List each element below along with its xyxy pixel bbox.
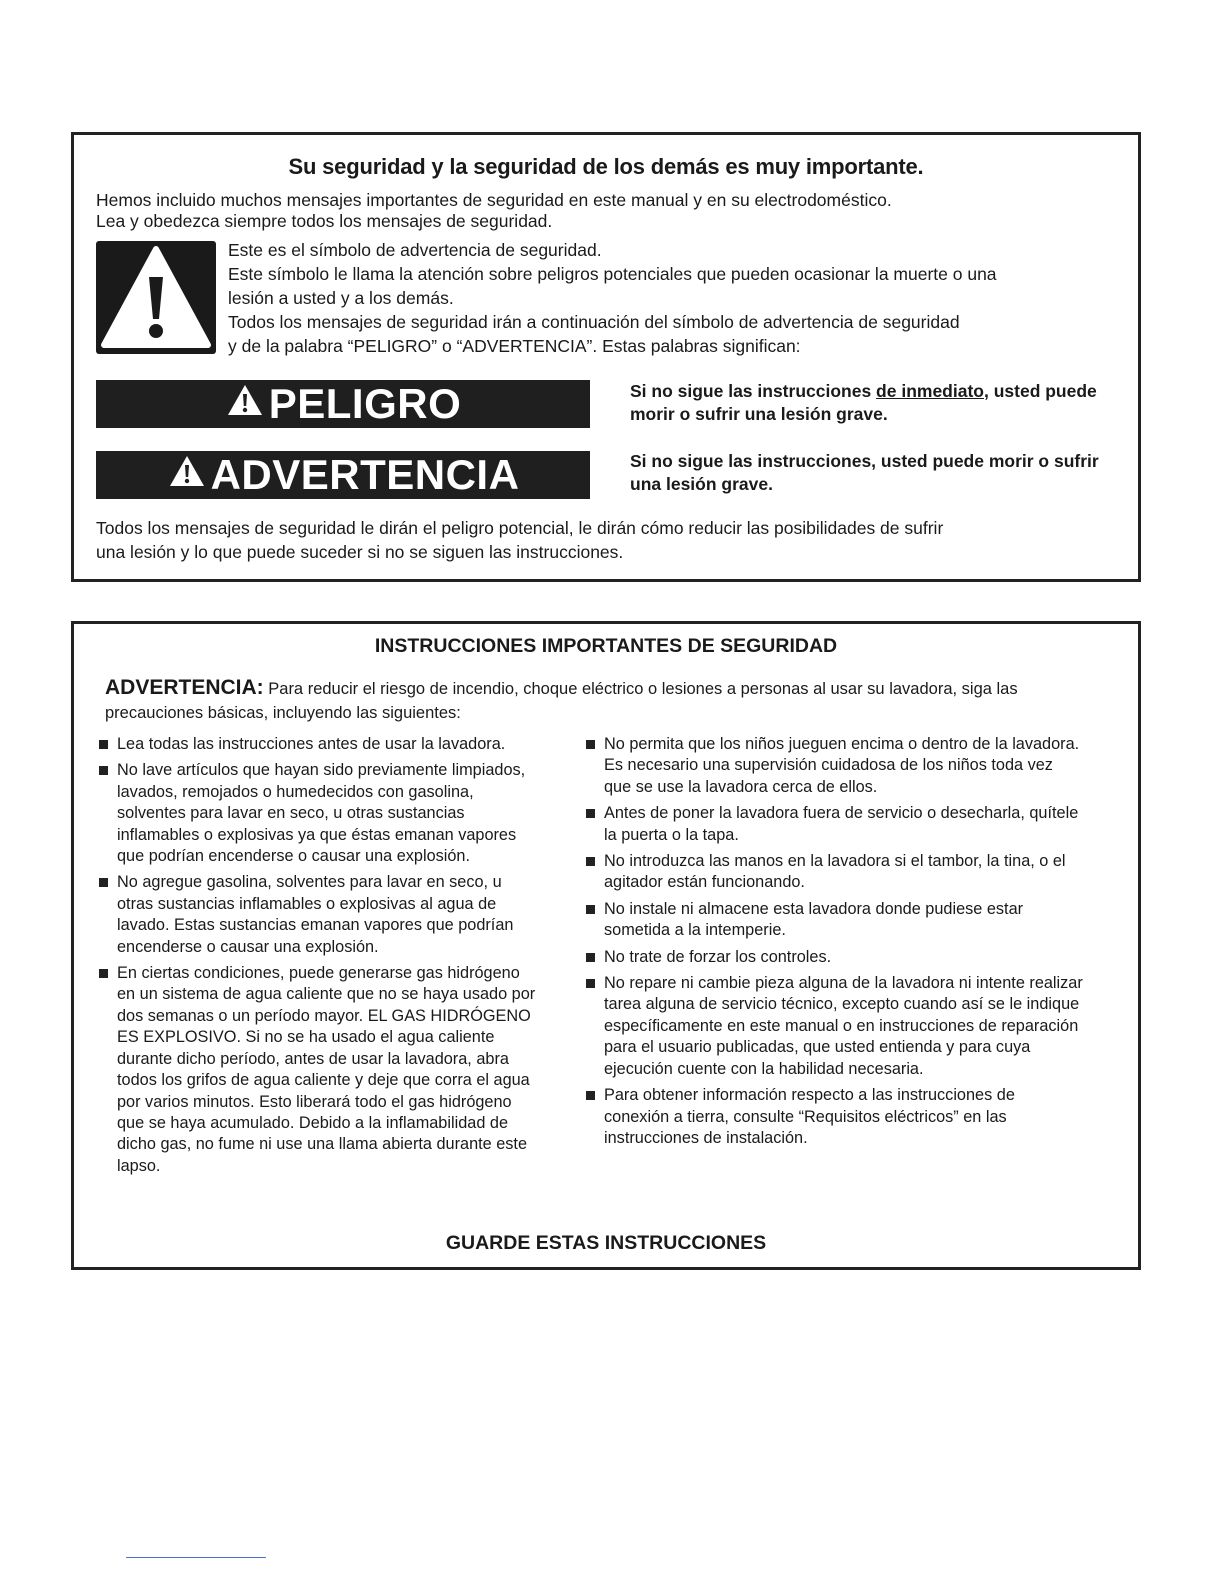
save-instructions-footer: GUARDE ESTAS INSTRUCCIONES (445, 1232, 767, 1254)
warning-message: Si no sigue las instrucciones, usted puede morir o sufrir una lesión grave. (630, 451, 1099, 494)
square-bullet-icon (586, 1091, 595, 1100)
square-bullet-icon (586, 905, 595, 914)
symbol-line: y de la palabra “PELIGRO” o “ADVERTENCIA”. Estas palabras significan: (228, 336, 801, 356)
list-item (583, 1085, 1083, 1149)
item-text: Lea todas las instrucciones antes de usar la lavadora. (117, 735, 506, 753)
list-item (583, 947, 1083, 968)
symbol-line: Todos los mensajes de seguridad irán a continuación del símbolo de advertencia de seguridad (228, 312, 960, 332)
list-item (583, 803, 1083, 846)
item-text: Para obtener información respecto a las instrucciones de conexión a tierra, consulte “Requisitos eléctricos” en las instrucciones de instalación. (604, 1086, 1015, 1147)
list-item (583, 851, 1083, 894)
list-item (96, 734, 536, 755)
symbol-line: Este es el símbolo de advertencia de seguridad. (228, 240, 602, 260)
list-item (583, 734, 1083, 798)
symbol-line: Este símbolo le llama la atención sobre peligros potenciales que pueden ocasionar la muerte o una (228, 264, 997, 284)
safety-alert-symbol-icon (96, 241, 216, 354)
list-item (583, 899, 1083, 942)
list-item (96, 760, 536, 867)
warning-triangle-icon (167, 451, 207, 499)
warning-text-line1: Para reducir el riesgo de incendio, choque eléctrico o lesiones a personas al usar su lavadora, siga las (263, 680, 1018, 698)
closing-line: Todos los mensajes de seguridad le dirán el peligro potencial, le dirán cómo reducir las posibilidades de sufrir (96, 518, 944, 538)
square-bullet-icon (99, 766, 108, 775)
item-text: No instale ni almacene esta lavadora donde pudiese estar sometida a la intemperie. (604, 899, 1024, 940)
danger-signal-bar (96, 380, 590, 428)
safety-closing (96, 516, 1096, 564)
square-bullet-icon (99, 878, 108, 887)
closing-line: una lesión y lo que puede suceder si no se siguen las instrucciones. (96, 542, 624, 562)
square-bullet-icon (99, 740, 108, 749)
footer-divider (126, 1557, 266, 1558)
intro-line: Lea y obedezca siempre todos los mensajes de seguridad. (96, 211, 553, 231)
square-bullet-icon (586, 979, 595, 988)
safety-intro (96, 190, 892, 232)
warning-heading: ADVERTENCIA: (105, 676, 264, 699)
warning-label: ADVERTENCIA (210, 451, 520, 498)
item-text: No trate de forzar los controles. (604, 947, 832, 966)
item-text: No agregue gasolina, solventes para lavar en seco, u otras sustancias inflamables o explosivas al agua de lavado. Estas sustancias emanan vapores que podrían encenderse o causar una explosión. (117, 873, 514, 956)
list-item (96, 872, 536, 958)
intro-line: Hemos incluido muchos mensajes importantes de seguridad en este manual y en su electrodoméstico. (96, 190, 892, 210)
square-bullet-icon (586, 857, 595, 866)
list-item (96, 963, 536, 1177)
item-text: No permita que los niños jueguen encima o dentro de la lavadora. Es necesario una supervisión cuidadosa de los niños toda vez que se use la lavadora cerca de ellos. (604, 735, 1080, 796)
square-bullet-icon (99, 969, 108, 978)
instructions-warning (105, 676, 1115, 725)
item-text: En ciertas condiciones, puede generarse gas hidrógeno en un sistema de agua caliente que no se haya usado por dos semanas o un período mayor. EL GAS HIDRÓGENO ES EXPLOSIVO. Si no se ha usado el agua caliente durante dicho período, antes de usar la lavadora, abra todos los grifos de agua caliente y deje que corra el agua por varios minutos. Esto liberará todo el gas hidrógeno que se haya acumulado. Debido a la inflamabilidad de dicho gas, no fume ni use una llama abierta durante este lapso. (117, 964, 536, 1175)
danger-message (630, 380, 1110, 426)
safety-importance-box (71, 132, 1141, 582)
danger-msg-post: , usted puede morir o sufrir una lesión grave. (630, 381, 1097, 424)
danger-msg-underlined: de inmediato (876, 381, 984, 401)
warning-triangle-icon (225, 380, 265, 428)
square-bullet-icon (586, 740, 595, 749)
instructions-left-column (96, 734, 536, 1182)
square-bullet-icon (586, 809, 595, 818)
list-item (583, 973, 1083, 1080)
danger-msg-pre: Si no sigue las instrucciones (630, 381, 877, 401)
item-text: No introduzca las manos en la lavadora si el tambor, la tina, o el agitador están funcionando. (604, 852, 1066, 892)
important-instructions-box (71, 621, 1141, 1270)
warning-signal-bar (96, 451, 590, 499)
square-bullet-icon (586, 953, 595, 962)
safety-title: Su seguridad y la seguridad de los demás es muy importante. (288, 154, 924, 179)
symbol-line: lesión a usted y a los demás. (228, 288, 454, 308)
item-text: No repare ni cambie pieza alguna de la lavadora ni intente realizar tarea alguna de servicio técnico, excepto cuando así se le indique específicamente en este manual o en instrucciones de reparación para el usuario publicadas, que usted entienda y para cuya ejecución cuente con la habilidad necesaria. (604, 974, 1083, 1078)
item-text: Antes de poner la lavadora fuera de servicio o desecharla, quítele la puerta o la tapa. (604, 804, 1079, 844)
danger-label: PELIGRO (268, 380, 462, 427)
instructions-title: INSTRUCCIONES IMPORTANTES DE SEGURIDAD (374, 635, 838, 657)
symbol-explanation (228, 238, 1108, 358)
instructions-right-column (583, 734, 1083, 1154)
warning-text-line2: precauciones básicas, incluyendo las siguientes: (105, 704, 461, 722)
item-text: No lave artículos que hayan sido previamente limpiados, lavados, remojados o humedecidos con gasolina, solventes para lavar en seco, u otras sustancias inflamables o explosivas ya que éstas emanan vapores que podrían encenderse o causar una explosión. (117, 761, 526, 866)
